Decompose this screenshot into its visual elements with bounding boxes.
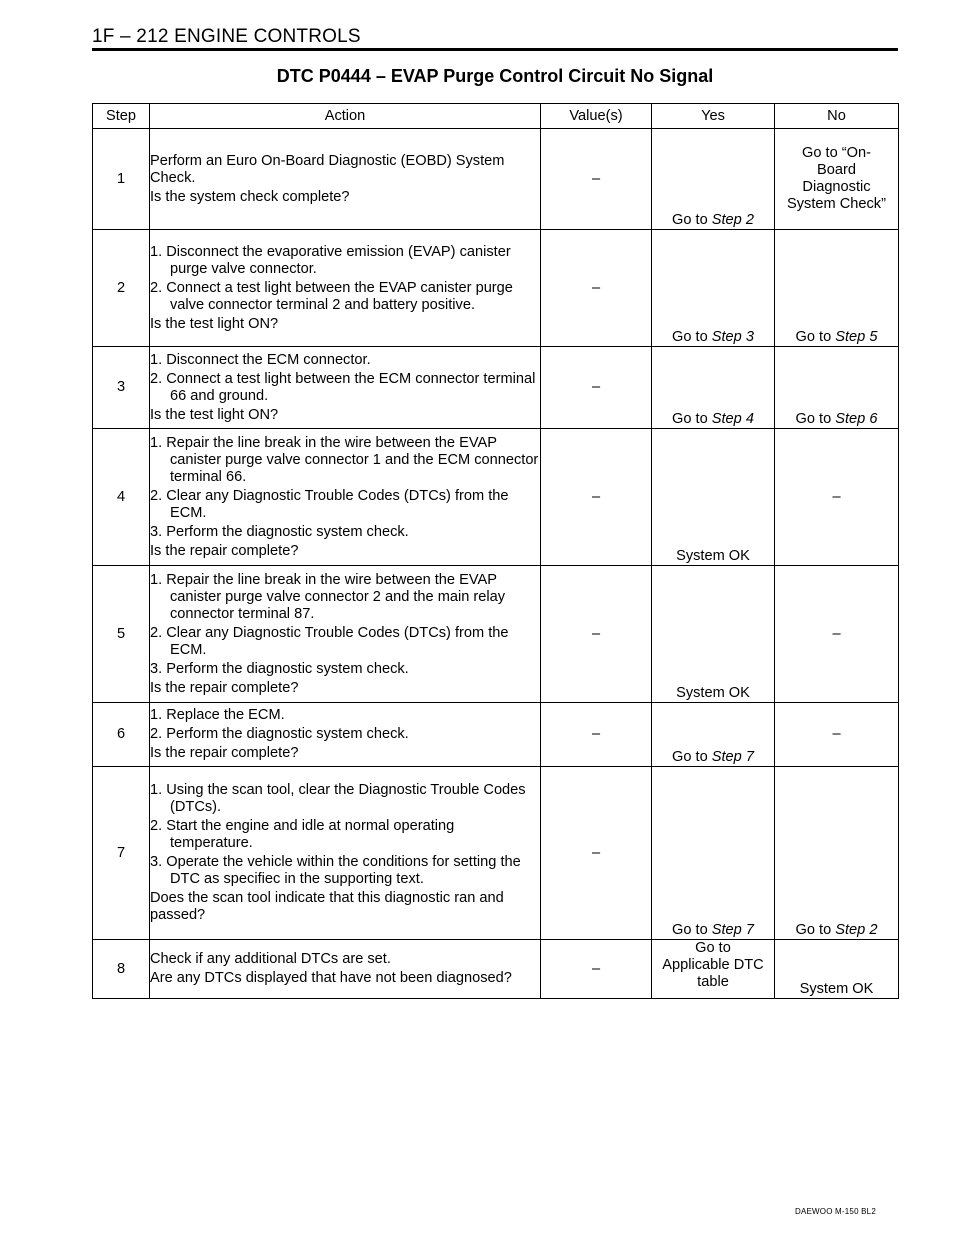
no-cell	[775, 129, 899, 230]
no-prefix: Go to	[795, 922, 836, 938]
yes-cell	[652, 230, 775, 347]
yes-cell	[652, 940, 775, 999]
action-question: Is the test light ON?	[150, 406, 279, 423]
action-item: 3. Perform the diagnostic system check.	[150, 523, 409, 540]
yes-prefix: Go to	[672, 749, 712, 765]
column-header-no: No	[775, 104, 899, 129]
yes-step-link: Step 3	[711, 329, 754, 345]
table-row	[93, 230, 899, 347]
step-number: 3	[93, 347, 150, 429]
action-question: Is the test light ON?	[150, 315, 279, 332]
yes-prefix: Go to	[672, 922, 712, 938]
no-cell: –	[775, 703, 899, 767]
action-cell	[150, 347, 541, 429]
dtc-table	[92, 103, 899, 999]
value-cell: –	[541, 767, 652, 940]
action-cell	[150, 429, 541, 566]
action-text: Check if any additional DTCs are set.	[150, 951, 391, 967]
table-row	[93, 429, 899, 566]
yes-cell: System OK	[652, 429, 775, 566]
action-item: 2. Connect a test light between the ECM connector terminal 66 and ground.	[150, 370, 536, 404]
page-title: DTC P0444 – EVAP Purge Control Circuit No Signal	[276, 66, 714, 86]
action-item: 1. Disconnect the evaporative emission (EVAP) canister purge valve connector.	[150, 243, 511, 277]
action-item: 1. Repair the line break in the wire between the EVAP canister purge valve connector 2 and the main relay connector terminal 87.	[150, 571, 506, 622]
no-step-link: Step 6	[835, 411, 878, 427]
yes-step-link: Step 4	[711, 411, 754, 427]
yes-cell	[652, 703, 775, 767]
action-question: Are any DTCs displayed that have not been diagnosed?	[150, 970, 512, 986]
footer-code: DAEWOO M-150 BL2	[794, 1207, 876, 1216]
yes-cell	[652, 767, 775, 940]
yes-cell: System OK	[652, 566, 775, 703]
step-number: 6	[93, 703, 150, 767]
step-number: 5	[93, 566, 150, 703]
action-question: Is the system check complete?	[150, 188, 350, 205]
action-item: 2. Perform the diagnostic system check.	[150, 726, 409, 742]
action-cell	[150, 566, 541, 703]
value-cell: –	[541, 347, 652, 429]
action-text: Perform an Euro On-Board Diagnostic (EOBD) System Check.	[150, 152, 505, 186]
no-step-link: Step 2	[835, 922, 878, 938]
action-cell	[150, 940, 541, 999]
no-cell: System OK	[775, 940, 899, 999]
no-step-link: Step 5	[835, 329, 878, 345]
action-question: Does the scan tool indicate that this diagnostic ran and passed?	[150, 890, 504, 923]
action-cell	[150, 767, 541, 940]
yes-cell	[652, 347, 775, 429]
step-number: 2	[93, 230, 150, 347]
value-cell: –	[541, 429, 652, 566]
yes-prefix: Go to	[672, 329, 712, 345]
no-prefix: Go to	[795, 411, 836, 427]
action-question: Is the repair complete?	[150, 679, 299, 696]
value-cell: –	[541, 129, 652, 230]
table-row	[93, 566, 899, 703]
action-item: 3. Perform the diagnostic system check.	[150, 660, 409, 677]
yes-step-link: Step 7	[711, 922, 754, 938]
action-question: Is the repair complete?	[150, 745, 299, 761]
column-header-action: Action	[150, 104, 541, 129]
action-item: 2. Clear any Diagnostic Trouble Codes (DTCs) from the ECM.	[150, 487, 509, 521]
action-item: 2. Clear any Diagnostic Trouble Codes (DTCs) from the ECM.	[150, 624, 509, 658]
no-prefix: Go to	[795, 329, 836, 345]
no-cell: –	[775, 566, 899, 703]
table-row	[93, 767, 899, 940]
action-cell	[150, 129, 541, 230]
no-cell	[775, 347, 899, 429]
yes-cell	[652, 129, 775, 230]
table-header-row	[93, 104, 899, 129]
value-cell: –	[541, 230, 652, 347]
column-header-values: Value(s)	[541, 104, 652, 129]
value-cell: –	[541, 940, 652, 999]
table-row	[93, 703, 899, 767]
action-cell	[150, 703, 541, 767]
action-question: Is the repair complete?	[150, 542, 299, 559]
table-row	[93, 129, 899, 230]
yes-step-link: Step 2	[711, 212, 754, 228]
no-cell: –	[775, 429, 899, 566]
column-header-step: Step	[93, 104, 150, 129]
action-item: 1. Repair the line break in the wire between the EVAP canister purge valve connector 1 and the ECM connector terminal 66.	[150, 434, 539, 485]
action-item: 1. Disconnect the ECM connector.	[150, 351, 371, 368]
section-header: 1F – 212 ENGINE CONTROLS	[92, 26, 361, 47]
header-rule	[92, 48, 898, 51]
yes-prefix: Go to	[672, 212, 712, 228]
no-cell	[775, 767, 899, 940]
table-row	[93, 347, 899, 429]
value-cell: –	[541, 566, 652, 703]
action-item: 1. Using the scan tool, clear the Diagnostic Trouble Codes (DTCs).	[150, 782, 526, 815]
no-cell	[775, 230, 899, 347]
step-number: 4	[93, 429, 150, 566]
yes-step-link: Step 7	[711, 749, 754, 765]
table-row	[93, 940, 899, 999]
action-item: 1. Replace the ECM.	[150, 707, 285, 723]
step-number: 8	[93, 940, 150, 999]
step-number: 7	[93, 767, 150, 940]
yes-text: Go to Applicable DTC table	[662, 940, 764, 990]
column-header-yes: Yes	[652, 104, 775, 129]
yes-prefix: Go to	[672, 411, 712, 427]
action-item: 2. Start the engine and idle at normal operating temperature.	[150, 818, 455, 851]
step-number: 1	[93, 129, 150, 230]
action-cell	[150, 230, 541, 347]
no-text: Go to “On-Board Diagnostic System Check”	[787, 145, 886, 212]
action-item: 2. Connect a test light between the EVAP canister purge valve connector terminal 2 and battery positive.	[150, 279, 513, 313]
action-item: 3. Operate the vehicle within the conditions for setting the DTC as specifiec in the supporting text.	[150, 854, 521, 887]
value-cell: –	[541, 703, 652, 767]
